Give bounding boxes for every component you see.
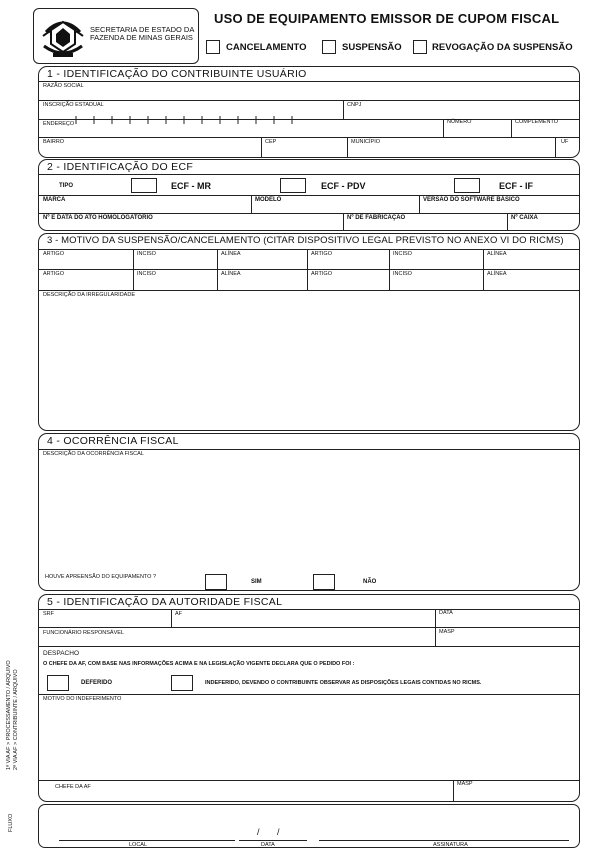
section-4-title: 4 - OCORRÊNCIA FISCAL: [47, 435, 179, 447]
inciso-2-field[interactable]: [391, 257, 481, 269]
label-endereco: ENDEREÇO: [43, 121, 75, 127]
label-versao-software: VERSÃO DO SOFTWARE BÁSICO: [423, 197, 520, 203]
checkbox-deferido[interactable]: [47, 675, 69, 691]
section-autoridade-fiscal: [38, 594, 580, 802]
checkbox-ecf-if[interactable]: [454, 178, 480, 193]
descricao-ocorrencia-field[interactable]: [41, 459, 577, 571]
label-descricao-ocorrencia: DESCRIÇÃO DA OCORRÊNCIA FISCAL: [43, 451, 144, 457]
label-tipo: TIPO: [59, 183, 74, 189]
org-name-line1: SECRETARIA DE ESTADO DA: [90, 25, 195, 34]
assinatura-field[interactable]: [319, 823, 569, 840]
label-cep: CEP: [265, 139, 277, 145]
despacho-statement: O CHEFE DA AF, COM BASE NAS INFORMAÇÕES ACIMA E NA LEGISLAÇÃO VIGENTE DECLARA QUE O PEDIDO FOI :: [43, 661, 355, 667]
section-3-title: 3 - MOTIVO DA SUSPENSÃO/CANCELAMENTO (CITAR DISPOSITIVO LEGAL PREVISTO NO ANEXO VI DO RICMS): [47, 235, 564, 246]
cep-field[interactable]: [263, 145, 345, 156]
section-motivo: [38, 233, 580, 431]
section-2-title: 2 - IDENTIFICAÇÃO DO ECF: [47, 161, 194, 173]
label-inciso-1: INCISO: [137, 251, 156, 257]
label-numero: NÚMERO: [447, 119, 472, 125]
label-artigo-4: ARTIGO: [311, 271, 332, 277]
label-inciso-3: INCISO: [137, 271, 156, 277]
ato-homologatorio-field[interactable]: [41, 221, 341, 230]
checkbox-ecf-pdv[interactable]: [280, 178, 306, 193]
section-5-title: 5 - IDENTIFICAÇÃO DA AUTORIDADE FISCAL: [47, 596, 283, 608]
coat-of-arms-icon: [38, 12, 88, 60]
masp-field[interactable]: [437, 636, 577, 646]
funcionario-field[interactable]: [41, 637, 433, 646]
label-suspensao: SUSPENSÃO: [342, 42, 402, 53]
label-artigo-1: ARTIGO: [43, 251, 64, 257]
label-masp-chefe: MASP: [457, 781, 473, 787]
margin-via2: 2ª VIA AF > CONTRIBUINTE / ARQUIVO: [13, 669, 19, 770]
section-ocorrencia: [38, 433, 580, 591]
artigo-2-field[interactable]: [309, 257, 387, 269]
checkbox-revogacao[interactable]: [413, 40, 427, 54]
checkbox-cancelamento[interactable]: [206, 40, 220, 54]
section-1-title: 1 - IDENTIFICAÇÃO DO CONTRIBUINTE USUÁRIO: [47, 68, 307, 80]
versao-software-field[interactable]: [421, 203, 577, 212]
label-ecf-mr: ECF - MR: [171, 181, 211, 191]
motivo-indeferimento-field[interactable]: [41, 703, 577, 779]
label-inciso-2: INCISO: [393, 251, 412, 257]
label-srf: SRF: [43, 611, 54, 617]
label-fabricacao: Nº DE FABRICAÇÃO: [347, 215, 406, 221]
margin-fluxo: FLUXO: [8, 813, 14, 832]
checkbox-apreensao-sim[interactable]: [205, 574, 227, 590]
label-artigo-2: ARTIGO: [311, 251, 332, 257]
alinea-2-field[interactable]: [485, 257, 577, 269]
alinea-4-field[interactable]: [485, 277, 577, 289]
label-inscricao-estadual: INSCRIÇÃO ESTADUAL: [43, 102, 104, 108]
endereco-field[interactable]: [41, 127, 441, 137]
data-field[interactable]: [437, 617, 577, 626]
label-motivo-indeferimento: MOTIVO DO INDEFERIMENTO: [43, 696, 122, 702]
municipio-field[interactable]: [349, 145, 553, 156]
checkbox-ecf-mr[interactable]: [131, 178, 157, 193]
alinea-1-field[interactable]: [219, 257, 305, 269]
checkbox-suspensao[interactable]: [322, 40, 336, 54]
ie-digit-ticks: [58, 111, 318, 119]
label-ecf-pdv: ECF - PDV: [321, 181, 366, 191]
label-descricao-irregularidade: DESCRIÇÃO DA IRREGULARIDADE: [43, 292, 135, 298]
label-alinea-1: ALÍNEA: [221, 251, 241, 257]
artigo-4-field[interactable]: [309, 277, 387, 289]
label-deferido: DEFERIDO: [81, 680, 113, 686]
label-alinea-4: ALÍNEA: [487, 271, 507, 277]
label-indeferido: INDEFERIDO, DEVENDO O CONTRIBUINTE OBSERVAR AS DISPOSIÇÕES LEGAIS CONTIDAS NO RICMS.: [205, 680, 482, 686]
complemento-field[interactable]: [513, 125, 577, 137]
inciso-1-field[interactable]: [135, 257, 215, 269]
af-field[interactable]: [173, 617, 433, 626]
caixa-field[interactable]: [509, 221, 577, 230]
label-alinea-2: ALÍNEA: [487, 251, 507, 257]
modelo-field[interactable]: [253, 203, 417, 212]
label-nao: NÃO: [363, 579, 377, 585]
label-caixa: Nº CAIXA: [511, 215, 538, 221]
numero-field[interactable]: [445, 125, 509, 137]
cnpj-field[interactable]: [345, 109, 577, 119]
label-despacho: DESPACHO: [43, 650, 79, 657]
artigo-1-field[interactable]: [41, 257, 131, 269]
form-title: USO DE EQUIPAMENTO EMISSOR DE CUPOM FISCAL: [214, 11, 560, 26]
label-ato-homologatorio: Nº E DATA DO ATO HOMOLOGATÓRIO: [43, 215, 153, 221]
label-alinea-3: ALÍNEA: [221, 271, 241, 277]
label-modelo: MODELO: [255, 197, 282, 203]
label-inciso-4: INCISO: [393, 271, 412, 277]
label-bairro: BAIRRO: [43, 139, 65, 145]
checkbox-indeferido[interactable]: [171, 675, 193, 691]
label-marca: MARCA: [43, 197, 66, 203]
label-revogacao: REVOGAÇÃO DA SUSPENSÃO: [432, 42, 573, 53]
label-data-assinatura: DATA: [261, 842, 275, 848]
inciso-3-field[interactable]: [135, 277, 215, 289]
descricao-irregularidade-field[interactable]: [41, 300, 577, 426]
checkbox-apreensao-nao[interactable]: [313, 574, 335, 590]
section-ecf: [38, 159, 580, 231]
label-cnpj: CNPJ: [347, 102, 362, 108]
alinea-3-field[interactable]: [219, 277, 305, 289]
uf-field[interactable]: [557, 145, 577, 156]
section-assinatura: [38, 804, 580, 848]
label-complemento: COMPLEMENTO: [515, 119, 558, 125]
date-slashes: / /: [257, 827, 280, 837]
label-cancelamento: CANCELAMENTO: [226, 42, 307, 53]
srf-field[interactable]: [41, 617, 169, 626]
label-funcionario: FUNCIONÁRIO RESPONSÁVEL: [43, 630, 124, 636]
bairro-field[interactable]: [41, 145, 259, 156]
inciso-4-field[interactable]: [391, 277, 481, 289]
label-local: LOCAL: [129, 842, 148, 848]
chefe-af-field[interactable]: [41, 791, 451, 800]
marca-field[interactable]: [41, 203, 249, 212]
label-uf: UF: [561, 139, 569, 145]
org-name-line2: FAZENDA DE MINAS GERAIS: [90, 33, 193, 42]
label-sim: SIM: [251, 579, 262, 585]
label-apreensao: HOUVE APREENSÃO DO EQUIPAMENTO ?: [45, 574, 157, 580]
label-af: AF: [175, 611, 183, 617]
margin-via1: 1ª VIA AF > PROCESSAMENTO / ARQUIVO: [6, 660, 12, 770]
label-assinatura: ASSINATURA: [433, 842, 468, 848]
label-chefe-af: CHEFE DA AF: [55, 784, 91, 790]
label-razao-social: RAZÃO SOCIAL: [43, 83, 84, 89]
fabricacao-field[interactable]: [345, 221, 505, 230]
masp-chefe-field[interactable]: [455, 788, 577, 800]
label-data: DATA: [439, 610, 453, 616]
label-masp: MASP: [439, 629, 455, 635]
razao-social-field[interactable]: [41, 89, 577, 100]
data-assinatura-field[interactable]: [239, 823, 307, 840]
local-field[interactable]: [59, 823, 235, 840]
label-artigo-3: ARTIGO: [43, 271, 64, 277]
label-municipio: MUNICÍPIO: [351, 139, 381, 145]
artigo-3-field[interactable]: [41, 277, 131, 289]
label-ecf-if: ECF - IF: [499, 181, 533, 191]
